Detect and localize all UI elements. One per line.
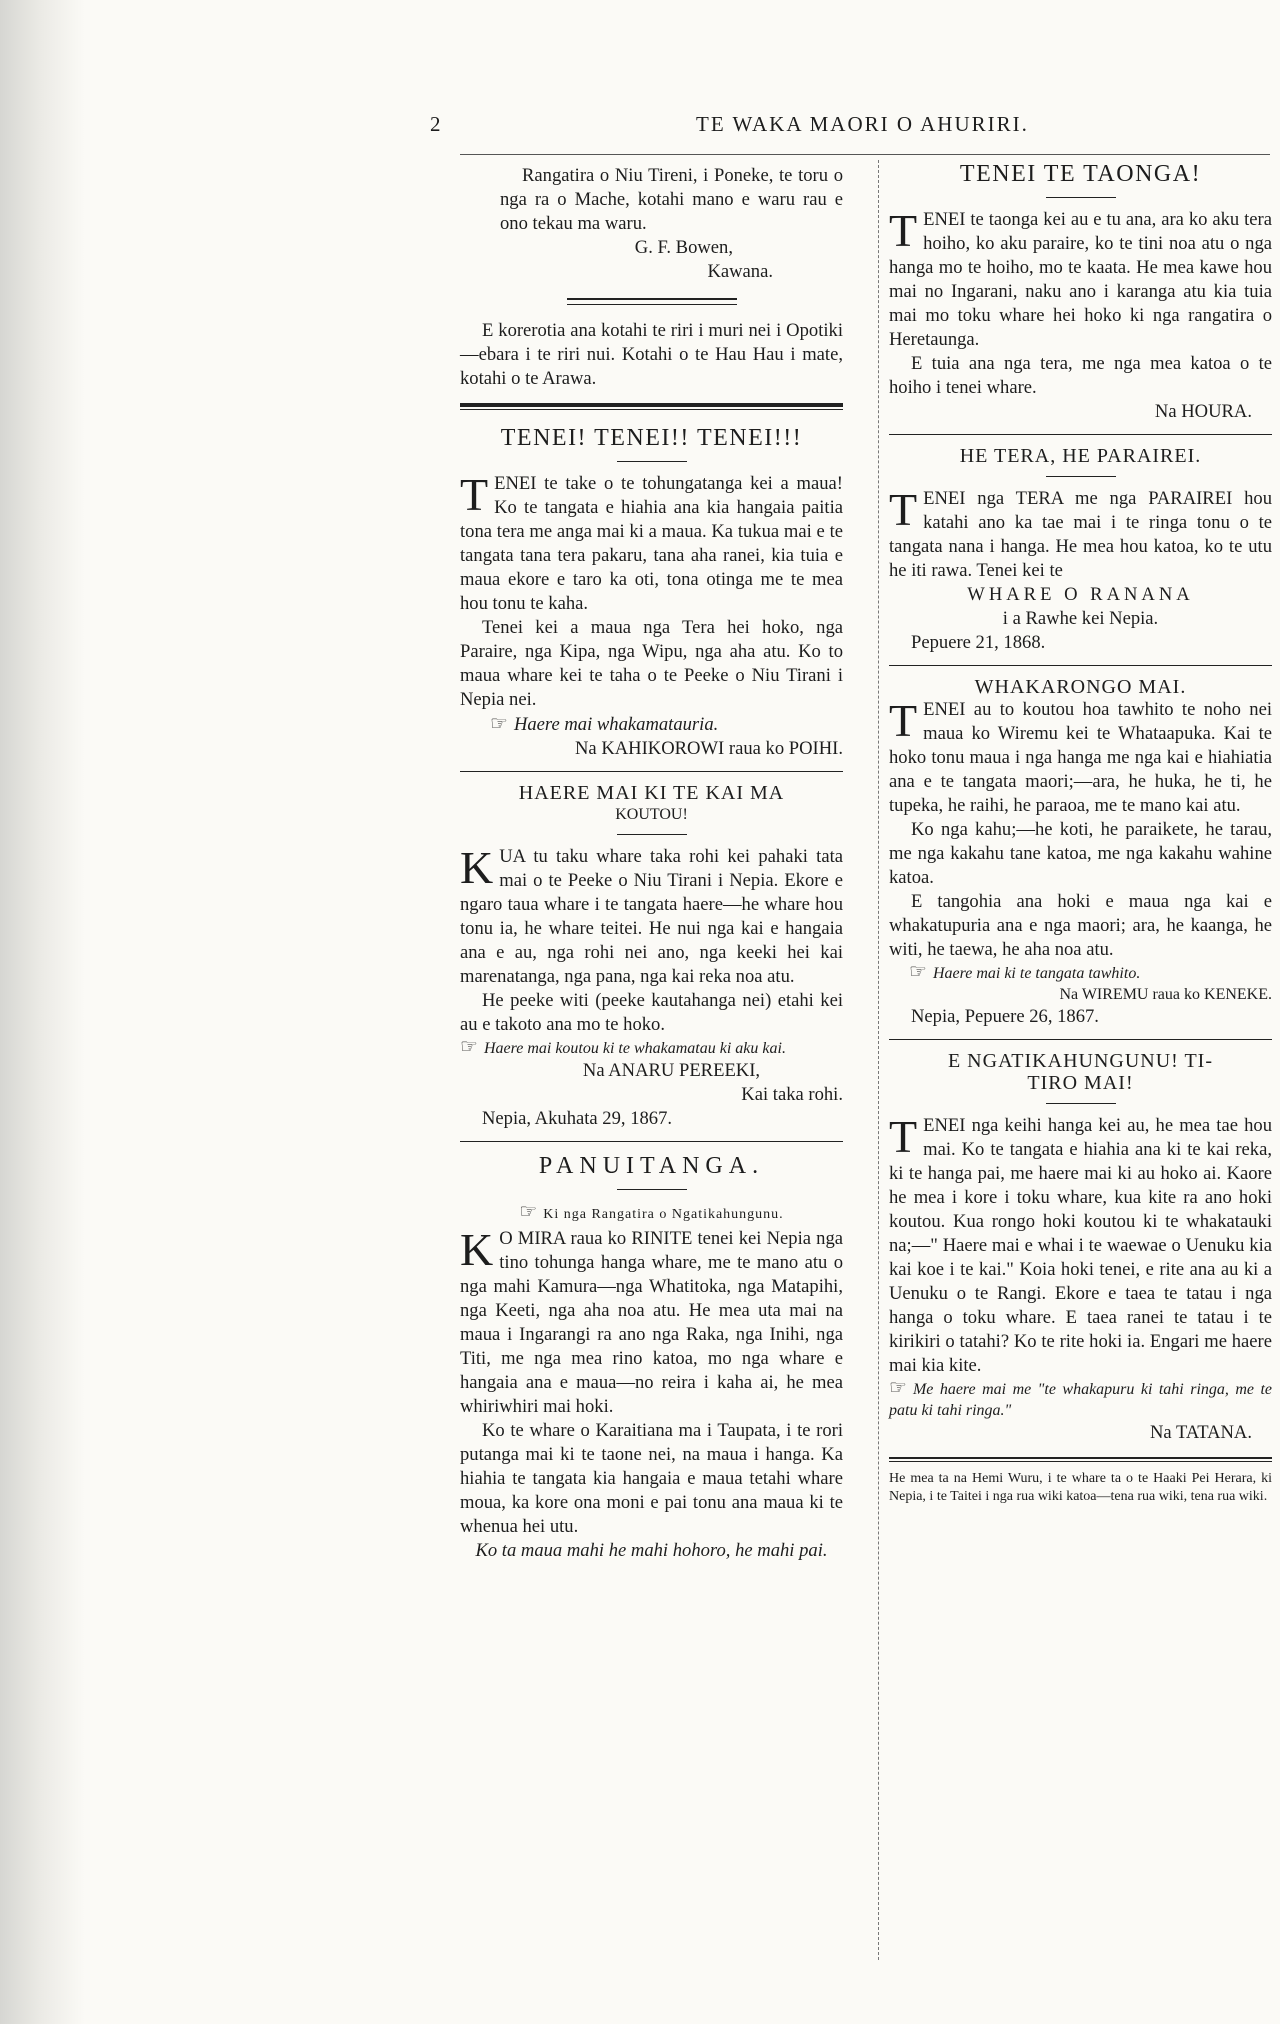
shop-location: i a Rawhe kei Nepia. [1002, 608, 1159, 629]
double-rule [567, 298, 737, 305]
advert-heading: TENEI TE TAONGA! [959, 161, 1202, 187]
advert-tera [889, 445, 1272, 655]
advert-panuitanga [460, 1152, 843, 1563]
advert-signature: Na KAHIKOROWI raua ko POIHI. [575, 738, 843, 759]
advert-signature: Na TATANA. [1149, 1422, 1252, 1443]
column-divider [878, 160, 879, 1960]
advert-ngatikahungunu [889, 1050, 1272, 1445]
section-rule [889, 1039, 1272, 1040]
pointing-hand-icon: ☞ [519, 1201, 538, 1223]
heading-rule [617, 461, 687, 462]
advert-heading: KOUTOU! [615, 806, 688, 823]
advert-heading: HAERE MAI KI TE KAI MA [518, 782, 785, 804]
proclamation-end: Rangatira o Niu Tireni, i Poneke, te toru o nga ra o Mache, kotahi mano e waru rau e ono tekau ma waru. [500, 165, 843, 234]
heading-rule [1046, 476, 1116, 477]
heading-rule [1046, 1103, 1116, 1104]
heading-rule [1046, 197, 1116, 198]
section-rule-thin [889, 1461, 1272, 1462]
heading-rule [617, 1189, 687, 1190]
advert-haere-mai [460, 782, 843, 1131]
pointing-hand-icon: ☞ [909, 961, 927, 983]
page-number: 2 [430, 112, 443, 136]
advert-heading: WHAKARONGO MAI. [974, 676, 1187, 698]
advert-text: ENEI te taonga kei au e tu ana, ara ko aku tera hoiho, ko aku paraire, ko te tini noa atu o nga hanga mo te hoiho, mo te kaata. He mea kawe hou mai no Ingarani, naku ano i karanga atu kia tuia mai mo toku whare hei hoko ki nga rangatira o Heretaunga. [889, 209, 1272, 350]
advert-date: Nepia, Akuhata 29, 1867. [482, 1108, 673, 1129]
drop-cap: K [460, 842, 494, 893]
section-rule [889, 665, 1272, 666]
header-rule [460, 154, 1270, 155]
advert-text: E tuia ana nga tera, me nga mea katoa o te hoiho i tenei whare. [889, 353, 1272, 398]
advert-heading: E NGATIKAHUNGUNU! TI- [947, 1050, 1214, 1072]
drop-cap: T [889, 484, 918, 535]
section-rule [889, 434, 1272, 435]
heading-rule [617, 834, 687, 835]
advert-text: E tangohia ana hoki e maua nga kai e whakatupuria ana e nga maori; ara, he kaanga, he witi, he taewa, he aha noa atu. [889, 891, 1272, 960]
advert-date: Nepia, Pepuere 26, 1867. [911, 1006, 1099, 1027]
pointing-hand-icon: ☞ [490, 713, 508, 735]
news-item: E korerotia ana kotahi te riri i muri nei i Opotiki—ebara i te riri nui. Kotahi o te Hau Hau i mate, kotahi o te Arawa. [460, 320, 843, 389]
advert-text: Ko te whare o Karaitiana ma i Taupata, i te rori putanga mai ki te taone nei, na maua i hanga. Ka hiahia te tangata kia hangaia e maua tetahi whare moua, ka kore ona moni e pai tonu ana maua ki te whenua hei utu. [460, 1420, 843, 1537]
advert-tenei [460, 424, 843, 761]
shop-name: WHARE O RANANA [967, 584, 1194, 605]
advert-text: ENEI nga keihi hanga kei au, he mea tae hou mai. Ko te tangata e hiahia ana ki te kai reka, ki te hanga pai, me haere mai ki au hoko ai. Kaore he mea i kore i toku whare, kua kite ra ano hoki koutou. Kua rongo hoki koutou ki te whakatauki na;—" Haere mai e whai i te waewae o Uenuku kia kai koe i te kai." Koia hoki tenei, e rite ana au ki a Uenuku o te Rangi. Ekore e taea te tatau i nga hanga o toku whare. E taea ranei te tatau i te kirikiri o tatahi? Ko te rite hoki ia. Engari me haere mai kia kite. [889, 1115, 1272, 1376]
drop-cap: K [460, 1224, 494, 1275]
advert-call-to-action: Haere mai koutou ki te whakamatau ki aku kai. [483, 1040, 786, 1057]
proclamation-signature: G. F. Bowen, [634, 237, 733, 258]
section-rule-thin [460, 409, 843, 410]
advert-signature-title: Kai taka rohi. [741, 1084, 843, 1105]
advert-text: ENEI te take o te tohungatanga kei a maua! Ko te tangata e hiahia ana kia hangaia paitia tona tera me anga mai ki a maua. Ka tukua mai e te tangata tana tera pakaru, tana aha ranei, kia tuia e maua ekore e taro ka oti, tona otinga me te mea hou tonu te kaha. [460, 473, 843, 614]
advert-text: He peeke witi (peeke kautahanga nei) etahi kei au e takoto ana mo te hoko. [460, 990, 843, 1035]
advert-heading: HE TERA, HE PARAIREI. [959, 445, 1202, 467]
pointing-hand-icon: ☞ [460, 1036, 478, 1058]
advert-call-to-action: Haere mai whakamatauria. [513, 714, 719, 735]
advert-date: Pepuere 21, 1868. [911, 632, 1046, 653]
advert-call-to-action: Haere mai ki te tangata tawhito. [932, 965, 1141, 982]
advert-heading: PANUITANGA. [538, 1153, 765, 1179]
drop-cap: T [889, 1111, 918, 1162]
proclamation-signature-title: Kawana. [707, 261, 773, 282]
newspaper-title: TE WAKA MAORI O AHURIRI. [696, 112, 1029, 136]
section-rule [460, 771, 843, 772]
advert-text: O MIRA raua ko RINITE tenei kei Nepia nga tino tohunga hanga whare, me te mano atu o nga mahi Kamura—nga Whatitoka, nga Matapihi, nga Keeti, nga aha noa atu. He mea uta mai na maua i Ingarangi ra ano nga Raka, nga Inihi, nga Titi, me nga mea rino katoa, mo nga whare e hangaia ana e maua—no reira i kaha ai, he mea whiriwhiri mai hoki. [460, 1228, 843, 1417]
advert-text: UA tu taku whare taka rohi kei pahaki tata mai o te Peeke o Niu Tirani i Nepia. Ekore e ngaro taua whare i te tangata haere—he whare hou tonu ia, he whare teitei. He nui nga kai e hangaia ana e au, nga rohi nei ano, nga keeki hei kai marenatanga, nga pana, nga kai reka noa atu. [460, 846, 843, 987]
advert-taonga [889, 160, 1272, 424]
advert-whakarongo [889, 676, 1272, 1029]
advert-heading: TIRO MAI! [1027, 1072, 1134, 1094]
drop-cap: T [889, 695, 918, 746]
advert-text: Ko nga kahu;—he koti, he paraikete, he tarau, me nga kakahu tane katoa, me nga kakahu wahine katoa. [889, 819, 1272, 888]
advert-addressee: Ki nga Rangatira o Ngatikahungunu. [543, 1207, 784, 1222]
advert-signature: Na ANARU PEREEKI, [582, 1060, 761, 1081]
advert-signature: Na HOURA. [1154, 401, 1252, 422]
advert-text: ENEI au to koutou hoa tawhito te noho nei maua ko Wiremu kei te Whataapuka. Kai te hoko tonu maua i nga hanga me nga kai e hiahiatia ana e te tangata maori;—ara, he huka, he ti, he tupeka, he raihi, he paraoa, me te mano kai atu. [889, 699, 1272, 816]
advert-motto: Ko ta maua mahi he mahi hohoro, he mahi pai. [475, 1540, 828, 1561]
section-rule [889, 1457, 1272, 1459]
printer-imprint: He mea ta na Hemi Wuru, i te whare ta o te Haaki Pei Herara, ki Nepia, i te Taitei i nga rua wiki katoa—tena rua wiki, tena rua wiki. [889, 1471, 1272, 1504]
right-column [889, 160, 1272, 1506]
pointing-hand-icon: ☞ [889, 1377, 907, 1399]
advert-text: Tenei kei a maua nga Tera hei hoko, nga Paraire, nga Kipa, nga Wipu, nga aha atu. Ko to maua whare kei te taha o te Peeke o Niu Tirani i Nepia nei. [460, 617, 843, 710]
advert-text: ENEI nga TERA me nga PARAIREI hou katahi ano ka tae mai i te ringa tonu o te tangata nana i hanga. He mea hou katoa, ko te utu he iti rawa. Tenei kei te [889, 488, 1272, 581]
section-rule [460, 1141, 843, 1142]
drop-cap: T [889, 205, 918, 256]
left-column [460, 164, 843, 1563]
scan-edge [0, 0, 85, 2024]
advert-call-to-action: Me haere mai me "te whakapuru ki tahi ringa, me te patu ki tahi ringa." [889, 1381, 1272, 1419]
advert-heading: TENEI! TENEI!! TENEI!!! [500, 425, 803, 451]
section-rule [460, 403, 843, 407]
drop-cap: T [460, 469, 489, 520]
advert-signature: Na WIREMU raua ko KENEKE. [1059, 986, 1272, 1003]
